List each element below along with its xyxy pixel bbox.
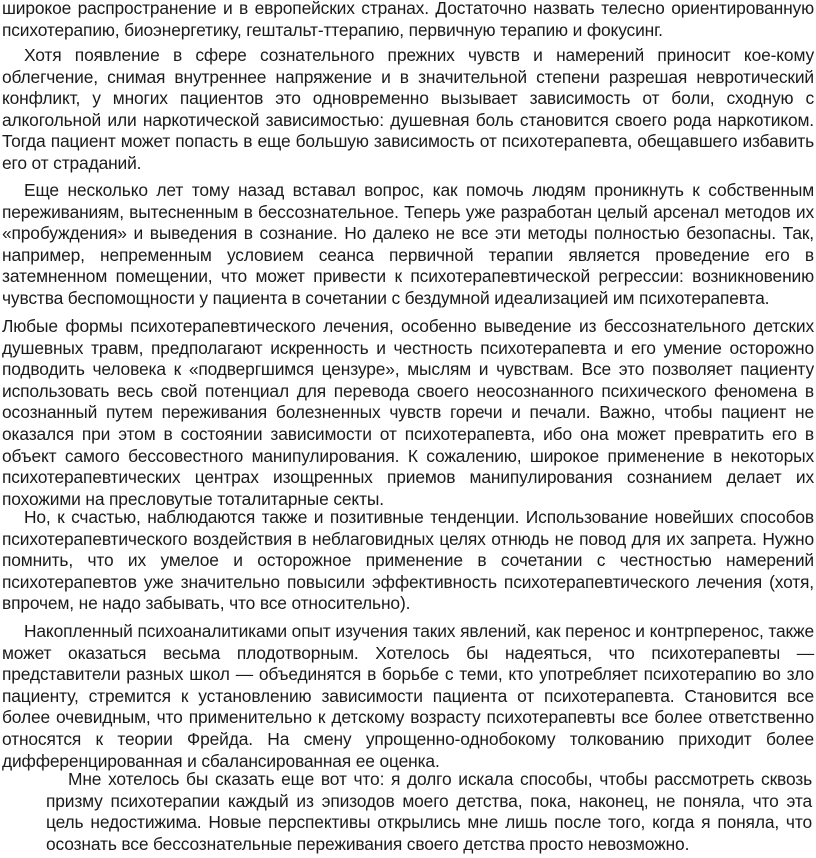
paragraph-dependency: Хотя появление в сфере сознательного прежних чувств и намерений приносит кое-кому облегчение, снимая внутреннее напряжение и в значительной степени разрешая невротический конфликт, у многих пациентов это одновременно вызывает зависимость от боли, сходную с алкогольной или наркотической зависимостью: душевная боль становится своего рода наркотиком. Тогда пациент может попасть в еще большую зависимость от психотерапевта, обещавшего избавить его от страданий. — [2, 45, 814, 173]
paragraph-methods: Еще несколько лет тому назад вставал вопрос, как помочь людям проникнуть к собственным переживаниям, вытесненным в бессознательное. Теперь уже разработан целый арсенал методов их «пробуждения» и выведения в сознание. Но далеко не все эти методы полностью безопасны. Так, например, непременным условием сеанса первичной терапии является проведение его в затемненном помещении, что может привести к психотерапевтической регрессии: возникновению чувства беспомощности у пациента в сочетании с бездумной идеализацией им психотерапевта. — [2, 180, 814, 308]
paragraph-transference: Накопленный психоаналитиками опыт изучения таких явлений, как перенос и контрперенос, также может оказаться весьма плодотворным. Хотелось бы надеяться, что психотерапевты — представители разных школ — объединятся в борьбе с теми, кто употребляет психотерапию во зло пациенту, стремится к установлению зависимости пациента от психотерапевта. Становится все более очевидным, что применительно к детскому возрасту психотерапевты все более ответственно относятся к теории Фрейда. На смену упрощенно-однобокому толкованию приходит более дифференцированная и сбалансированная ее оценка. — [2, 621, 814, 771]
paragraph-treatment-forms: Любые формы психотерапевтического лечения, особенно выведение из бессознательного детских душевных травм, предполагают искренность и честность психотерапевта и его умение осторожно подводить человека к «подвергшимся цензуре», мыслям и чувствам. Все это позволяет пациенту использовать весь свой потенциал для перевода своего неосознанного психического феномена в осознанный путем переживания болезненных чувств горечи и печали. Важно, чтобы пациент не оказался при этом в состоянии зависимости от психотерапевта, ибо она может превратить его в объект самого бессовестного манипулирования. К сожалению, широкое применение в некоторых психотерапевтических центрах изощренных приемов манипулирования сознанием делает их похожими на пресловутые тоталитарные секты. — [2, 316, 814, 509]
paragraph-continuation: широкое распространение и в европейских странах. Достаточно назвать телесно ориентированную психотерапию, биоэнергетику, гештальт-ттерапию, первичную терапию и фокусинг. — [2, 0, 814, 40]
paragraph-personal-note: Мне хотелось бы сказать еще вот что: я долго искала способы, чтобы рассмотреть сквозь призму психотерапии каждый из эпизодов моего детства, пока, наконец, не поняла, что эта цель недостижима. Новые перспективы открылись мне лишь после того, когда я поняла, что осознать все бессознательные переживания своего детства просто невозможно. — [46, 769, 812, 854]
paragraph-positive-trends: Но, к счастью, наблюдаются также и позитивные тенденции. Использование новейших способов психотерапевтического воздействия в неблаговидных целях отнюдь не повод для их запрета. Нужно помнить, что их умелое и осторожное применение в сочетании с честностью намерений психотерапевтов уже значительно повысили эффективность психотерапевтического лечения (хотя, впрочем, не надо забывать, что все относительно). — [2, 507, 814, 614]
